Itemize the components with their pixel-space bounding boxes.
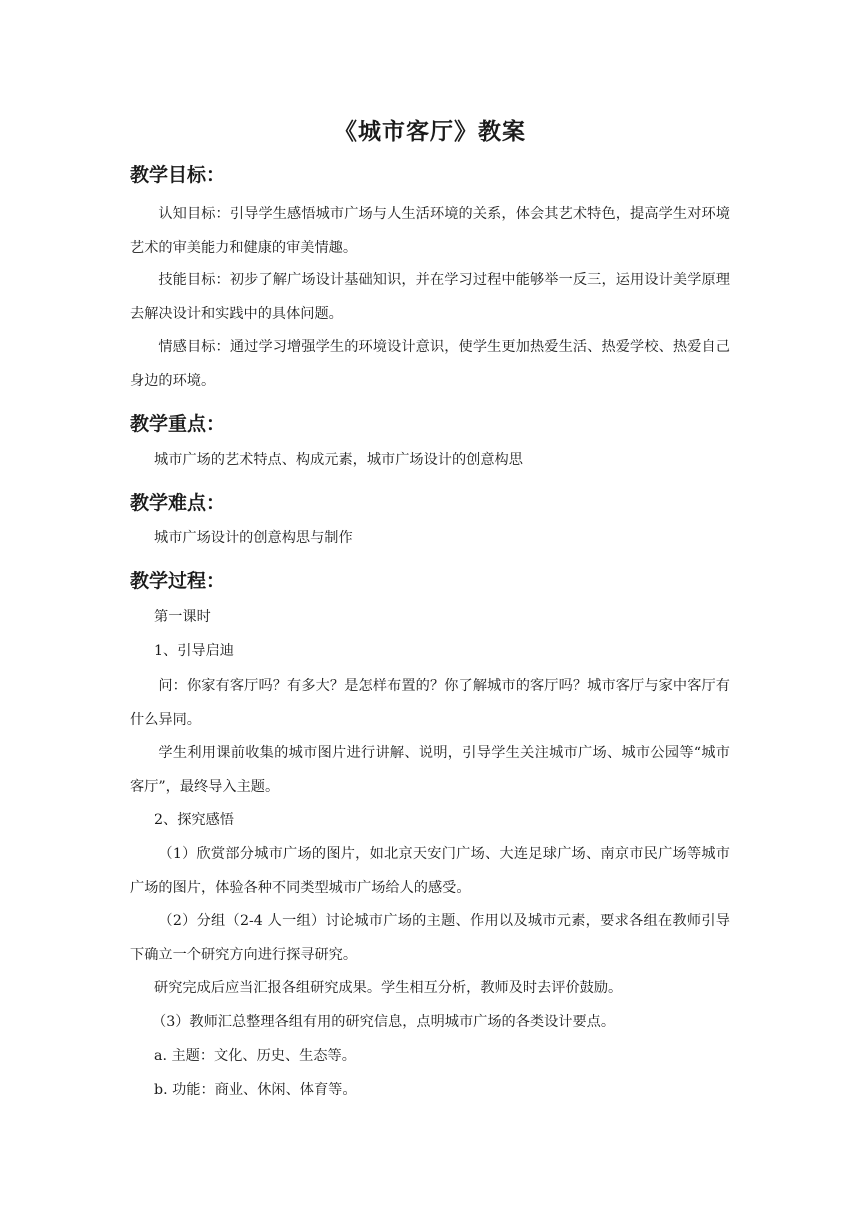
text-item-teacher-summary: （3）教师汇总整理各组有用的研究信息，点明城市广场的各类设计要点。 xyxy=(152,1014,616,1030)
text-point-theme: a. 主题：文化、历史、生态等。 xyxy=(154,1048,356,1064)
text-step-guidance: 1、引导启迪 xyxy=(154,643,234,659)
paragraph-student-explain: 学生利用课前收集的城市图片进行讲解、说明，引导学生关注城市广场、城市公园等“城市客厅”，最终导入主题。 xyxy=(130,745,730,795)
document-title: 《城市客厅》教案 xyxy=(334,118,526,145)
text-difficulties: 城市广场设计的创意构思与制作 xyxy=(154,530,353,546)
paragraph-emotional-objective: 情感目标：通过学习增强学生的环境设计意识，使学生更加热爱生活、热爱学校、热爱自己身边的环境。 xyxy=(130,339,730,389)
paragraph-item-group-discussion: （2）分组（2-4 人一组）讨论城市广场的主题、作用以及城市元素，要求各组在教师引导下确立一个研究方向进行探寻研究。 xyxy=(130,913,730,963)
paragraph-question: 问：你家有客厅吗？有多大？是怎样布置的？你了解城市的客厅吗？城市客厅与家中客厅有什么异同。 xyxy=(130,678,730,728)
paragraph-skill-objective: 技能目标：初步了解广场设计基础知识，并在学习过程中能够举一反三，运用设计美学原理去解决设计和实践中的具体问题。 xyxy=(130,272,730,322)
text-report-results: 研究完成后应当汇报各组研究成果。学生相互分析，教师及时去评价鼓励。 xyxy=(154,980,623,996)
text-point-function: b. 功能：商业、休闲、体育等。 xyxy=(154,1082,357,1098)
text-step-explore: 2、探究感悟 xyxy=(154,812,234,828)
paragraph-item-appreciate: （1）欣赏部分城市广场的图片，如北京天安门广场、大连足球广场、南京市民广场等城市广场的图片，体验各种不同类型城市广场给人的感受。 xyxy=(130,846,730,896)
heading-key-points: 教学重点： xyxy=(130,413,226,435)
paragraph-cognitive-objective: 认知目标：引导学生感悟城市广场与人生活环境的关系，体会其艺术特色，提高学生对环境艺术的审美能力和健康的审美情趣。 xyxy=(130,206,730,256)
text-key-points: 城市广场的艺术特点、构成元素，城市广场设计的创意构思 xyxy=(154,452,523,468)
text-lesson-period: 第一课时 xyxy=(154,609,211,625)
heading-process: 教学过程： xyxy=(130,570,226,592)
heading-difficulties: 教学难点： xyxy=(130,492,226,514)
heading-objectives: 教学目标： xyxy=(130,164,226,186)
